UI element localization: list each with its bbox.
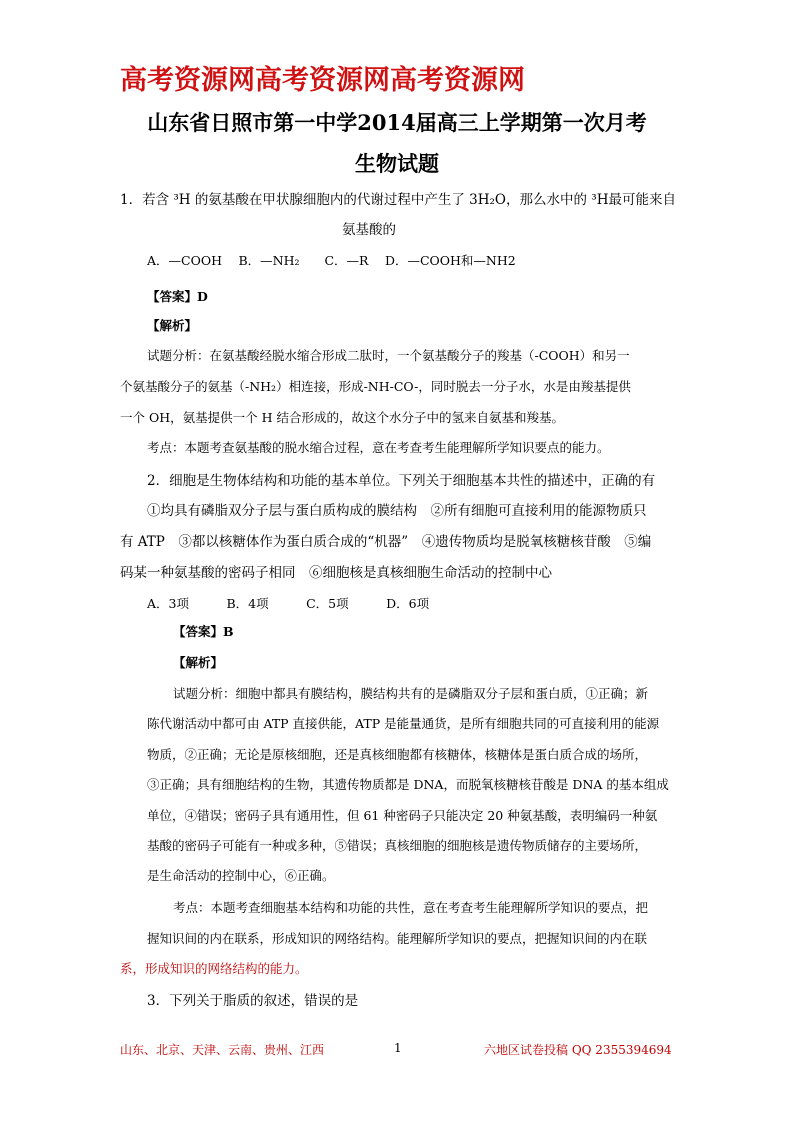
q2-analysis-line: 单位，④错误；密码子具有通用性，但 61 种密码子只能决定 20 种氨基酸，表明编码一种氨 [147, 808, 658, 823]
q2-analysis-line: 陈代谢活动中都可由 ATP 直接供能，ATP 是能量通货，是所有细胞共同的可直接利用的能源 [147, 716, 660, 731]
q2-answer: 【答案】B [173, 624, 234, 639]
q1-kaodian: 考点：本题考查氨基酸的脱水缩合过程，意在考查考生能理解所学知识要点的能力。 [147, 440, 610, 455]
footer-contact: 六地区试卷投稿 QQ 2355394694 [484, 1043, 672, 1057]
q2-options: A．3项 B．4项 C．5项 D．6项 [147, 596, 430, 611]
q3-stem: 3．下列关于脂质的叙述，错误的是 [147, 993, 359, 1009]
q1-stem: 1．若含 ³H 的氨基酸在甲状腺细胞内的代谢过程中产生了 3H₂O，那么水中的 ³H最可能来自 [120, 192, 676, 208]
q2-kaodian: 考点：本题考查细胞基本结构和功能的共性，意在考查考生能理解所学知识的要点，把 [173, 900, 649, 915]
q1-analysis-line: 个氨基酸分子的氨基（-NH₂）相连接，形成-NH-CO-，同时脱去一分子水，水是由羧基提供 [120, 379, 631, 394]
q1-answer: 【答案】D [147, 289, 208, 304]
q2-kaodian-line: 系，形成知识的网络结构的能力。 [120, 961, 308, 976]
q2-stem-line: 码某一种氨基酸的密码子相同 ⑥细胞核是真核细胞生命活动的控制中心 [120, 565, 552, 581]
q1-analysis-heading: 【解析】 [147, 318, 198, 333]
q2-analysis-line: 试题分析：细胞中都具有膜结构，膜结构共有的是磷脂双分子层和蛋白质，①正确；新 [173, 686, 649, 701]
footer-regions: 山东、北京、天津、云南、贵州、江西 [120, 1043, 325, 1057]
q1-stem-cont: 氨基酸的 [342, 222, 396, 238]
site-banner: 高考资源网高考资源网高考资源网 [120, 65, 525, 96]
q2-analysis-line: ③正确；具有细胞结构的生物，其遗传物质都是 DNA，而脱氧核糖核苷酸是 DNA 的基本组成 [147, 777, 669, 792]
q1-analysis-line: 一个 OH，氨基提供一个 H 结合形成的，故这个水分子中的氢来自氨基和羧基。 [120, 410, 564, 425]
q2-analysis-heading: 【解析】 [173, 655, 224, 670]
q2-stem-line: ①均具有磷脂双分子层与蛋白质构成的膜结构 ②所有细胞可直接利用的能源物质只 [147, 503, 647, 519]
q2-analysis-line: 是生命活动的控制中心，⑥正确。 [147, 868, 335, 883]
page-subtitle: 生物试题 [355, 151, 439, 176]
page-number: 1 [394, 1041, 402, 1055]
q2-kaodian-line: 握知识间的内在联系，形成知识的网络结构。能理解所学知识的要点，把握知识间的内在联 [147, 931, 648, 946]
q2-analysis-line: 基酸的密码子可能有一种或多种，⑤错误；真核细胞的细胞核是遗传物质储存的主要场所， [147, 838, 648, 853]
q2-analysis-line: 物质，②正确；无论是原核细胞，还是真核细胞都有核糖体，核糖体是蛋白质合成的场所， [147, 747, 648, 762]
q2-stem: 2．细胞是生物体结构和功能的基本单位。下列关于细胞基本共性的描述中，正确的有 [147, 473, 656, 489]
q2-stem-line: 有 ATP ③都以核糖体作为蛋白质合成的“机器” ④遗传物质均是脱氧核糖核苷酸 ⑤编 [120, 534, 652, 550]
page-title: 山东省日照市第一中学2014届高三上学期第一次月考 [147, 110, 647, 135]
q1-options: A．—COOH B．—NH₂ C．—R D．—COOH和—NH2 [147, 253, 516, 268]
q1-analysis-line: 试题分析：在氨基酸经脱水缩合形成二肽时，一个氨基酸分子的羧基（-COOH）和另一 [147, 348, 630, 363]
